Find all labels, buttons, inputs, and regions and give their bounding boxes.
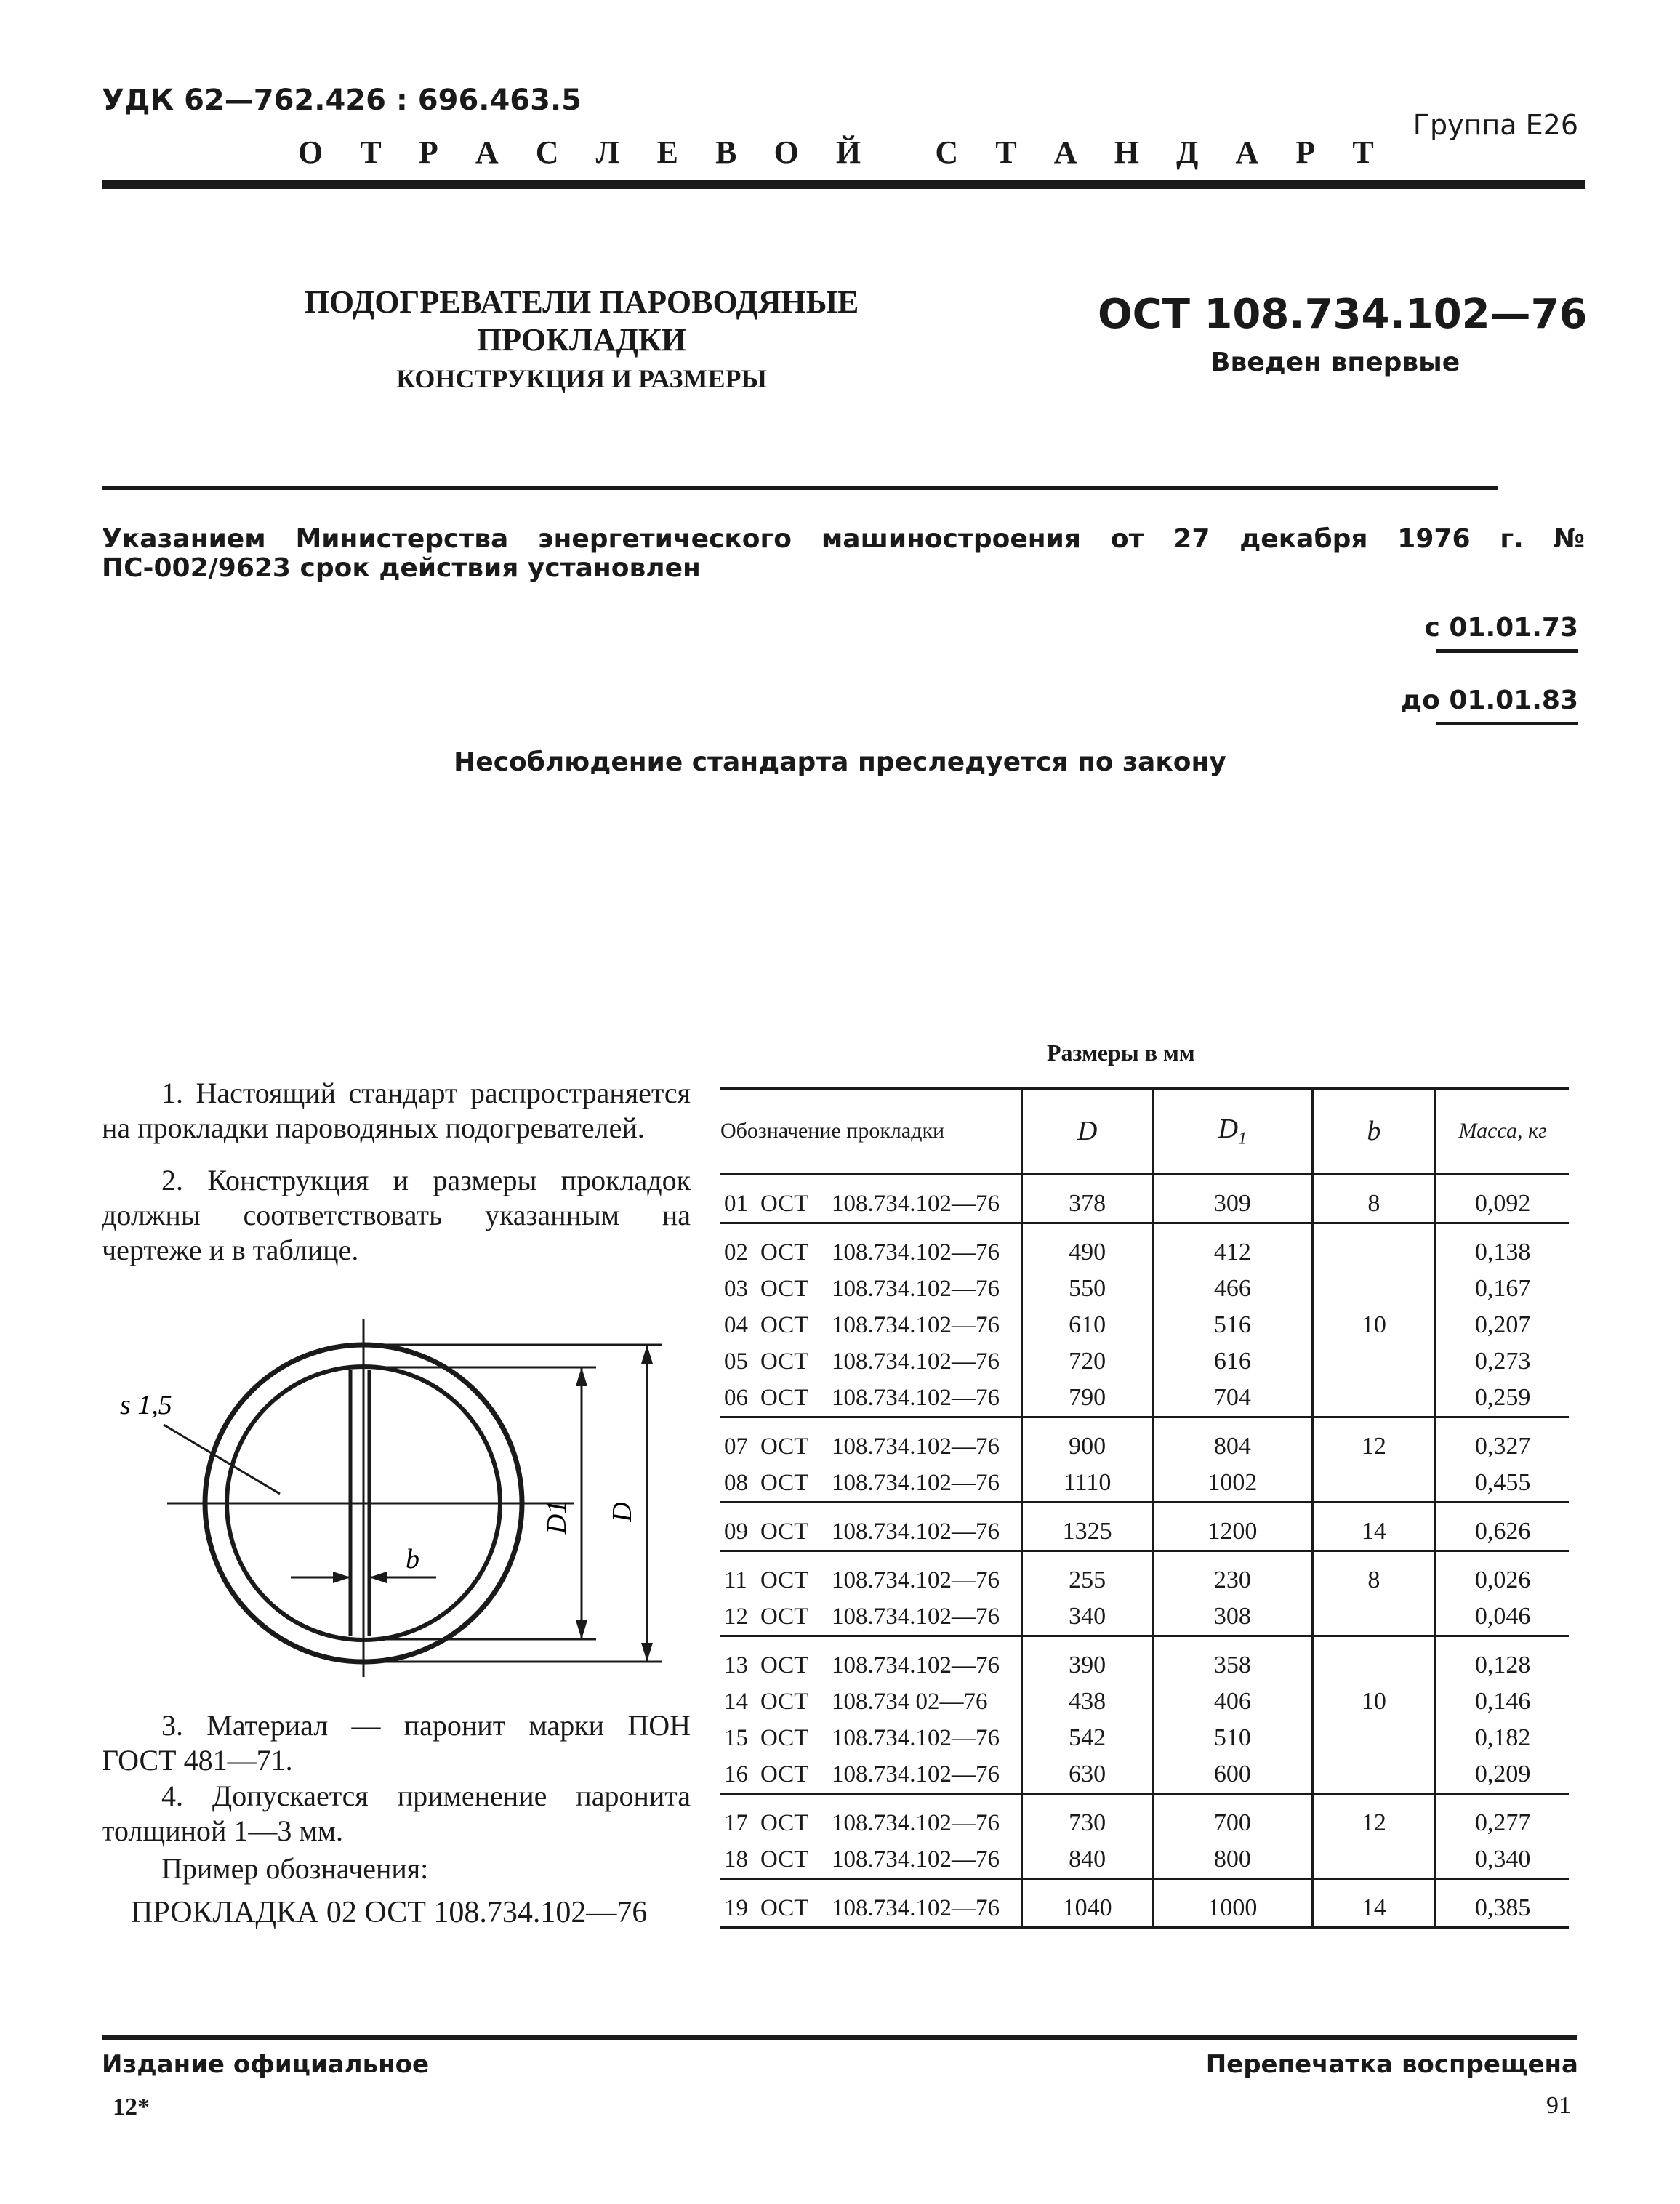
sheet-mark: 12*: [113, 2094, 150, 2120]
designation-cell: [720, 1720, 1021, 1756]
designation-cell: [720, 1174, 1021, 1223]
d1-cell: 510: [1153, 1720, 1312, 1756]
d-cell: 610: [1021, 1307, 1152, 1343]
clause-1: 1. Настоящий стандарт распространяется на прокладки пароводяных подогревателей.: [102, 1077, 691, 1144]
d-cell: 542: [1021, 1720, 1152, 1756]
table-row: [720, 1174, 1569, 1223]
d-cell: 550: [1021, 1271, 1152, 1307]
mass-cell: 0,207: [1436, 1307, 1569, 1343]
heading-letter: С: [935, 134, 959, 170]
row-ost: ОСТ: [760, 1275, 809, 1302]
row-number: 12: [724, 1603, 748, 1630]
row-number: 03: [724, 1275, 748, 1302]
d-cell: 720: [1021, 1343, 1152, 1380]
designation-cell: [720, 1380, 1021, 1417]
d1-top-arrow: [576, 1367, 587, 1386]
mass-cell: 0,128: [1436, 1636, 1569, 1684]
mass-cell: 0,327: [1436, 1417, 1569, 1465]
clause-4: 4. Допускается применение паронита толщиной 1—3 мм.: [102, 1779, 691, 1847]
d1-cell: 1002: [1153, 1465, 1312, 1503]
row-ost: ОСТ: [760, 1809, 809, 1836]
b-cell: [1312, 1380, 1436, 1417]
clause-2: 2. Конструкция и размеры прокладок должны соответствовать указанным на чертеже и в таблице.: [102, 1164, 691, 1266]
row-ost: ОСТ: [760, 1518, 809, 1545]
row-number: 09: [724, 1518, 748, 1545]
row-code: 108.734.102—76: [832, 1384, 1000, 1411]
doc-title-line2: ПРОКЛАДКИ: [477, 322, 686, 358]
header-b: b: [1312, 1088, 1436, 1174]
standard-code: ОСТ 108.734.102—76: [1098, 291, 1588, 338]
table-header-row: [720, 1088, 1569, 1174]
clause-3: 3. Материал — паронит марки ПОН ГОСТ 481—71.: [102, 1709, 691, 1777]
decree-text: Указанием Министерства энергетического машиностроения от 27 декабря 1976 г. № ПС-002/9623 срок действия установлен: [102, 524, 1585, 583]
b-cell: [1312, 1465, 1436, 1503]
heading-letter: Е: [656, 134, 678, 170]
row-ost: ОСТ: [760, 1239, 809, 1266]
heading-letter: Т: [360, 134, 382, 170]
example-designation: ПРОКЛАДКА 02 ОСТ 108.734.102—76: [131, 1896, 648, 1929]
b-cell: [1312, 1223, 1436, 1271]
b-cell: [1312, 1598, 1436, 1636]
row-code: 108.734.102—76: [832, 1433, 1000, 1460]
heading-letter: А: [1235, 134, 1259, 170]
header-d1-subscript: 1: [1238, 1129, 1247, 1149]
row-number: 11: [724, 1566, 747, 1593]
row-number: 16: [724, 1761, 748, 1787]
table-caption: Размеры в мм: [1047, 1039, 1195, 1066]
thickness-label: s 1,5: [120, 1390, 172, 1420]
group-code: Группа Е26: [1412, 109, 1578, 141]
table-row: [720, 1343, 1569, 1380]
row-code: 108.734 02—76: [832, 1688, 988, 1715]
designation-cell: [720, 1794, 1021, 1842]
mass-cell: 0,273: [1436, 1343, 1569, 1380]
doc-title-line1: ПОДОГРЕВАТЕЛИ ПАРОВОДЯНЫЕ: [304, 284, 859, 320]
designation-cell: [720, 1879, 1021, 1928]
designation-cell: [720, 1503, 1021, 1551]
b-left-arrow: [333, 1572, 350, 1583]
heading-letter: А: [475, 134, 499, 170]
heading-letter: Т: [995, 134, 1017, 170]
table-row: [720, 1720, 1569, 1756]
valid-from-date: с 01.01.73: [1424, 613, 1578, 643]
d-cell: 340: [1021, 1598, 1152, 1636]
b-cell: 12: [1312, 1417, 1436, 1465]
designation-cell: [720, 1271, 1021, 1307]
law-notice: Несоблюдение стандарта преследуется по закону: [454, 747, 1226, 777]
row-ost: ОСТ: [760, 1190, 809, 1217]
udk-code: УДК 62—762.426 : 696.463.5: [102, 84, 582, 117]
row-code: 108.734.102—76: [832, 1603, 1000, 1630]
b-cell: [1312, 1756, 1436, 1794]
d1-cell: 230: [1153, 1551, 1312, 1599]
heading-letter: Р: [1295, 134, 1316, 170]
dimensions-table: [720, 1087, 1569, 1928]
footer-rule: [102, 2035, 1577, 2040]
heading-letter: Л: [595, 134, 620, 170]
heading-letter: Д: [1176, 134, 1199, 170]
row-code: 108.734.102—76: [832, 1652, 1000, 1678]
row-number: 13: [724, 1652, 748, 1678]
row-code: 108.734.102—76: [832, 1724, 1000, 1751]
row-number: 14: [724, 1688, 748, 1715]
introduced-note: Введен впервые: [1210, 347, 1460, 377]
d-cell: 490: [1021, 1223, 1152, 1271]
row-code: 108.734.102—76: [832, 1566, 1000, 1593]
mass-cell: 0,209: [1436, 1756, 1569, 1794]
table-row: [720, 1598, 1569, 1636]
row-number: 08: [724, 1469, 748, 1496]
row-ost: ОСТ: [760, 1603, 809, 1630]
d1-label: D1: [542, 1500, 572, 1535]
row-number: 01: [724, 1190, 748, 1217]
heading-letter: Т: [1352, 134, 1374, 170]
d-cell: 790: [1021, 1380, 1152, 1417]
row-ost: ОСТ: [760, 1724, 809, 1751]
d1-cell: 412: [1153, 1223, 1312, 1271]
mass-cell: 0,340: [1436, 1841, 1569, 1879]
b-cell: 10: [1312, 1307, 1436, 1343]
mass-cell: 0,046: [1436, 1598, 1569, 1636]
mass-cell: 0,092: [1436, 1174, 1569, 1223]
b-cell: 14: [1312, 1503, 1436, 1551]
d1-cell: 804: [1153, 1417, 1312, 1465]
row-code: 108.734.102—76: [832, 1846, 1000, 1873]
row-ost: ОСТ: [760, 1469, 809, 1496]
row-code: 108.734.102—76: [832, 1190, 1000, 1217]
b-cell: 14: [1312, 1879, 1436, 1928]
header-rule: [102, 180, 1585, 189]
row-number: 07: [724, 1433, 748, 1460]
d-cell: 378: [1021, 1174, 1152, 1223]
d1-bottom-arrow: [576, 1620, 587, 1639]
mass-cell: 0,167: [1436, 1271, 1569, 1307]
d-cell: 840: [1021, 1841, 1152, 1879]
table-row: [720, 1756, 1569, 1794]
row-number: 02: [724, 1239, 748, 1266]
designation-cell: [720, 1343, 1021, 1380]
row-number: 19: [724, 1894, 748, 1921]
table-row: [720, 1879, 1569, 1928]
row-ost: ОСТ: [760, 1652, 809, 1678]
standard-type-heading: [298, 134, 1374, 171]
table-row: [720, 1223, 1569, 1271]
row-code: 108.734.102—76: [832, 1894, 1000, 1921]
row-number: 18: [724, 1846, 748, 1873]
row-code: 108.734.102—76: [832, 1469, 1000, 1496]
row-ost: ОСТ: [760, 1894, 809, 1921]
designation-cell: [720, 1598, 1021, 1636]
row-ost: ОСТ: [760, 1348, 809, 1375]
valid-to-date: до 01.01.83: [1401, 685, 1578, 715]
table-row: [720, 1503, 1569, 1551]
table-row: [720, 1271, 1569, 1307]
designation-cell: [720, 1417, 1021, 1465]
header-d1-letter: D: [1218, 1114, 1239, 1145]
b-cell: 8: [1312, 1551, 1436, 1599]
row-number: 05: [724, 1348, 748, 1375]
row-code: 108.734.102—76: [832, 1239, 1000, 1266]
d1-cell: 616: [1153, 1343, 1312, 1380]
designation-cell: [720, 1756, 1021, 1794]
b-cell: [1312, 1841, 1436, 1879]
table-row: [720, 1307, 1569, 1343]
mass-cell: 0,026: [1436, 1551, 1569, 1599]
d1-cell: 800: [1153, 1841, 1312, 1879]
official-edition-note: Издание официальное: [102, 2050, 430, 2079]
mass-cell: 0,182: [1436, 1720, 1569, 1756]
header-mass: Масса, кг: [1436, 1088, 1569, 1174]
mass-cell: 0,138: [1436, 1223, 1569, 1271]
header-d: D: [1021, 1088, 1152, 1174]
designation-cell: [720, 1307, 1021, 1343]
d1-cell: 600: [1153, 1756, 1312, 1794]
d1-cell: 704: [1153, 1380, 1312, 1417]
heading-letter: Й: [835, 134, 861, 170]
table-row: [720, 1417, 1569, 1465]
d-bottom-arrow: [641, 1643, 653, 1662]
example-label: Пример обозначения:: [161, 1852, 429, 1885]
header-designation: Обозначение прокладки: [720, 1088, 1021, 1174]
designation-cell: [720, 1223, 1021, 1271]
designation-cell: [720, 1841, 1021, 1879]
row-code: 108.734.102—76: [832, 1275, 1000, 1302]
table-row: [720, 1794, 1569, 1842]
b-cell: 8: [1312, 1174, 1436, 1223]
heading-letter: Р: [418, 134, 438, 170]
row-code: 108.734.102—76: [832, 1311, 1000, 1338]
d1-cell: 358: [1153, 1636, 1312, 1684]
heading-letter: С: [535, 134, 559, 170]
b-right-arrow: [369, 1572, 387, 1583]
row-number: 15: [724, 1724, 748, 1751]
b-label: b: [406, 1544, 419, 1574]
row-ost: ОСТ: [760, 1566, 809, 1593]
heading-letter: А: [1053, 134, 1077, 170]
row-ost: ОСТ: [760, 1311, 809, 1338]
d-cell: 390: [1021, 1636, 1152, 1684]
d1-cell: 700: [1153, 1794, 1312, 1842]
b-cell: 12: [1312, 1794, 1436, 1842]
b-cell: [1312, 1343, 1436, 1380]
row-ost: ОСТ: [760, 1433, 809, 1460]
gasket-drawing: [109, 1319, 691, 1683]
d1-cell: 406: [1153, 1684, 1312, 1720]
from-date-underline: [1436, 649, 1578, 653]
heading-letter: В: [715, 134, 737, 170]
d1-cell: 309: [1153, 1174, 1312, 1223]
row-code: 108.734.102—76: [832, 1761, 1000, 1787]
row-ost: ОСТ: [760, 1688, 809, 1715]
d-cell: 1325: [1021, 1503, 1152, 1551]
designation-cell: [720, 1551, 1021, 1599]
table-row: [720, 1380, 1569, 1417]
b-cell: [1312, 1720, 1436, 1756]
designation-cell: [720, 1465, 1021, 1503]
row-number: 06: [724, 1384, 748, 1411]
table-row: [720, 1636, 1569, 1684]
d-top-arrow: [641, 1345, 653, 1364]
d-cell: 630: [1021, 1756, 1152, 1794]
row-code: 108.734.102—76: [832, 1348, 1000, 1375]
mass-cell: 0,626: [1436, 1503, 1569, 1551]
mass-cell: 0,277: [1436, 1794, 1569, 1842]
heading-letter: О: [298, 134, 323, 170]
row-number: 17: [724, 1809, 748, 1836]
d-label: D: [607, 1502, 638, 1522]
d-cell: 730: [1021, 1794, 1152, 1842]
row-ost: ОСТ: [760, 1761, 809, 1787]
d-cell: 1110: [1021, 1465, 1152, 1503]
b-cell: 10: [1312, 1684, 1436, 1720]
designation-cell: [720, 1636, 1021, 1684]
b-cell: [1312, 1636, 1436, 1684]
d1-cell: 1200: [1153, 1503, 1312, 1551]
designation-cell: [720, 1684, 1021, 1720]
mass-cell: 0,385: [1436, 1879, 1569, 1928]
mass-cell: 0,259: [1436, 1380, 1569, 1417]
row-code: 108.734.102—76: [832, 1518, 1000, 1545]
d1-cell: 1000: [1153, 1879, 1312, 1928]
table-row: [720, 1465, 1569, 1503]
table-row: [720, 1551, 1569, 1599]
row-ost: ОСТ: [760, 1384, 809, 1411]
d-cell: 1040: [1021, 1879, 1152, 1928]
heading-letter: Н: [1114, 134, 1139, 170]
b-cell: [1312, 1271, 1436, 1307]
d1-cell: 308: [1153, 1598, 1312, 1636]
page-number: 91: [1546, 2092, 1571, 2119]
title-rule: [102, 486, 1498, 490]
d1-cell: 466: [1153, 1271, 1312, 1307]
d-cell: 255: [1021, 1551, 1152, 1599]
table-row: [720, 1841, 1569, 1879]
heading-letter: О: [773, 134, 799, 170]
row-code: 108.734.102—76: [832, 1809, 1000, 1836]
mass-cell: 0,146: [1436, 1684, 1569, 1720]
table-row: [720, 1684, 1569, 1720]
d-cell: 438: [1021, 1684, 1152, 1720]
reprint-prohibited-note: Перепечатка воспрещена: [1205, 2050, 1578, 2079]
d-cell: 900: [1021, 1417, 1152, 1465]
to-date-underline: [1436, 722, 1578, 725]
header-d1: [1153, 1088, 1312, 1174]
doc-subtitle: КОНСТРУКЦИЯ И РАЗМЕРЫ: [396, 364, 767, 393]
d1-cell: 516: [1153, 1307, 1312, 1343]
row-number: 04: [724, 1311, 748, 1338]
row-ost: ОСТ: [760, 1846, 809, 1873]
mass-cell: 0,455: [1436, 1465, 1569, 1503]
